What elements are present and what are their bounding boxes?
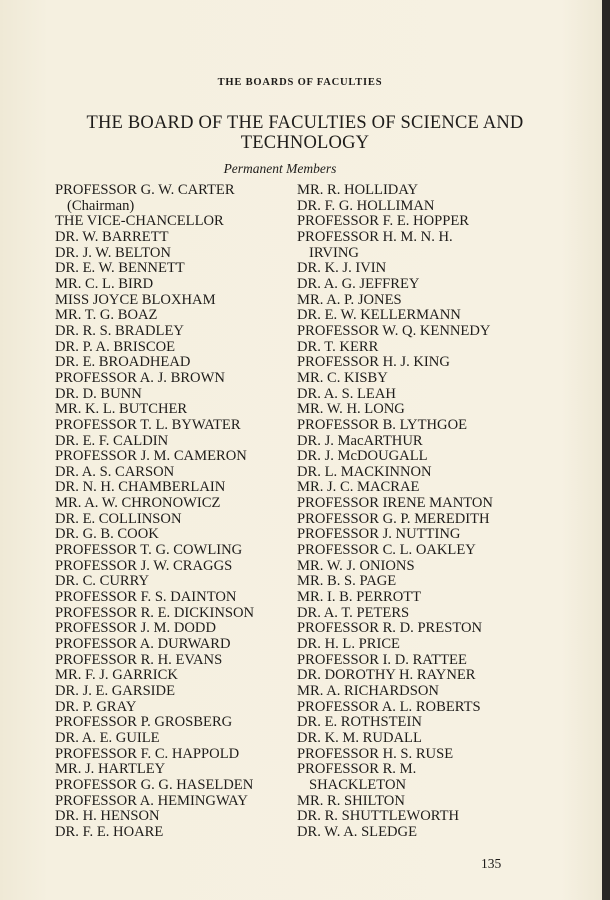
member-entry: DR. E. COLLINSON <box>55 510 182 527</box>
member-entry: MR. B. S. PAGE <box>297 573 397 590</box>
member-entry: PROFESSOR F. S. DAINTON <box>55 589 237 606</box>
member-entry: PROFESSOR H. M. N. H. <box>297 228 453 245</box>
member-entry: DR. A. G. JEFFREY <box>297 275 420 292</box>
member-entry: MISS JOYCE BLOXHAM <box>55 291 216 308</box>
page-edge-shadow <box>602 0 610 900</box>
member-entry: DR. T. KERR <box>297 338 379 355</box>
member-entry: PROFESSOR R. H. EVANS <box>55 651 223 668</box>
page-number: 135 <box>481 856 502 871</box>
member-entry: DR. C. CURRY <box>55 573 150 590</box>
member-entry: DR. E. ROTHSTEIN <box>297 714 422 731</box>
member-entry: PROFESSOR B. LYTHGOE <box>297 416 468 433</box>
member-entry: MR. T. G. BOAZ <box>55 307 158 324</box>
member-entry: PROFESSOR G. P. MEREDITH <box>297 510 490 527</box>
member-entry: PROFESSOR A. DURWARD <box>55 636 231 653</box>
member-entry: MR. K. L. BUTCHER <box>55 401 188 418</box>
member-entry: DR. W. A. SLEDGE <box>297 823 418 840</box>
member-entry: PROFESSOR A. J. BROWN <box>55 369 225 386</box>
member-entry: PROFESSOR A. HEMINGWAY <box>55 792 248 809</box>
member-entry: MR. W. J. ONIONS <box>297 557 415 574</box>
member-entry: PROFESSOR F. E. HOPPER <box>297 213 469 230</box>
member-entry: DR. W. BARRETT <box>55 228 169 245</box>
member-entry: DR. DOROTHY H. RAYNER <box>297 667 476 684</box>
member-entry: DR. H. HENSON <box>55 808 160 825</box>
member-entry: PROFESSOR W. Q. KENNEDY <box>297 322 491 339</box>
members-list-right <box>297 183 522 841</box>
member-entry: DR. P. A. BRISCOE <box>55 338 176 355</box>
member-entry: PROFESSOR J. W. CRAGGS <box>55 557 233 574</box>
member-entry: DR. J. MacARTHUR <box>297 432 423 449</box>
member-entry: MR. I. B. PERROTT <box>297 589 422 606</box>
member-entry: (Chairman) <box>67 197 135 214</box>
member-entry: SHACKLETON <box>309 776 407 793</box>
member-entry: DR. G. B. COOK <box>55 526 159 543</box>
member-entry: DR. K. M. RUDALL <box>297 729 422 746</box>
member-entry: PROFESSOR IRENE MANTON <box>297 495 493 512</box>
running-head: THE BOARDS OF FACULTIES <box>217 77 383 88</box>
member-entry: MR. A. RICHARDSON <box>297 683 439 699</box>
member-entry: PROFESSOR R. E. DICKINSON <box>55 604 255 621</box>
member-entry: MR. F. J. GARRICK <box>55 667 178 684</box>
member-entry: MR. R. SHILTON <box>297 792 405 809</box>
member-entry: PROFESSOR I. D. RATTEE <box>297 651 467 668</box>
member-entry: DR. E. W. BENNETT <box>55 260 185 277</box>
member-entry: DR. E. F. CALDIN <box>55 432 169 449</box>
member-entry: PROFESSOR T. G. COWLING <box>55 542 243 559</box>
member-entry: DR. J. McDOUGALL <box>297 448 428 465</box>
member-entry: PROFESSOR G. G. HASELDEN <box>55 776 254 793</box>
member-entry: DR. F. G. HOLLIMAN <box>297 197 435 214</box>
member-entry: DR. L. MACKINNON <box>297 463 432 480</box>
member-entry: MR. J. HARTLEY <box>55 761 166 778</box>
member-entry: DR. R. SHUTTLEWORTH <box>297 808 460 825</box>
member-entry: PROFESSOR P. GROSBERG <box>55 714 233 731</box>
member-entry: MR. A. P. JONES <box>297 291 402 308</box>
member-entry: DR. E. W. KELLERMANN <box>297 307 461 324</box>
member-entry: PROFESSOR J. M. DODD <box>55 620 216 637</box>
member-entry: DR. K. J. IVIN <box>297 260 387 277</box>
member-entry: DR. N. H. CHAMBERLAIN <box>55 479 226 496</box>
member-entry: DR. D. BUNN <box>55 385 142 402</box>
member-entry: DR. A. S. LEAH <box>297 385 396 402</box>
member-entry: DR. J. W. BELTON <box>55 244 171 261</box>
member-entry: MR. C. KISBY <box>297 369 388 386</box>
member-entry: PROFESSOR H. J. KING <box>297 354 450 371</box>
member-entry: DR. H. L. PRICE <box>297 636 400 653</box>
member-entry: DR. A. T. PETERS <box>297 604 410 621</box>
member-entry: MR. J. C. MACRAE <box>297 479 420 496</box>
member-entry: PROFESSOR R. M. <box>297 761 417 778</box>
member-entry: PROFESSOR C. L. OAKLEY <box>297 542 476 559</box>
member-entry: PROFESSOR J. M. CAMERON <box>55 448 247 465</box>
member-entry: DR. F. E. HOARE <box>55 823 164 840</box>
member-entry: MR. W. H. LONG <box>297 401 405 418</box>
member-entry: DR. J. E. GARSIDE <box>55 683 175 699</box>
member-entry: THE VICE-CHANCELLOR <box>55 213 224 230</box>
member-entry: DR. P. GRAY <box>55 698 137 715</box>
page-title: THE BOARD OF THE FACULTIES OF SCIENCE AND TECHNOLOGY <box>86 113 524 153</box>
member-entry: PROFESSOR G. W. CARTER <box>55 182 235 198</box>
member-entry: IRVING <box>309 244 359 261</box>
member-entry: PROFESSOR T. L. BYWATER <box>55 416 241 433</box>
member-entry: PROFESSOR J. NUTTING <box>297 526 461 543</box>
section-subtitle: Permanent Members <box>223 161 337 176</box>
member-entry: DR. A. S. CARSON <box>55 463 175 480</box>
member-entry: MR. C. L. BIRD <box>55 275 154 292</box>
member-entry: PROFESSOR F. C. HAPPOLD <box>55 745 240 762</box>
member-entry: PROFESSOR R. D. PRESTON <box>297 620 483 637</box>
members-list-left <box>55 183 280 841</box>
member-entry: PROFESSOR A. L. ROBERTS <box>297 698 481 715</box>
member-entry: DR. A. E. GUILE <box>55 729 160 746</box>
member-entry: PROFESSOR H. S. RUSE <box>297 745 454 762</box>
member-entry: DR. R. S. BRADLEY <box>55 322 184 339</box>
member-entry: DR. E. BROADHEAD <box>55 354 191 371</box>
member-entry: MR. A. W. CHRONOWICZ <box>55 495 221 512</box>
member-entry: MR. R. HOLLIDAY <box>297 182 419 198</box>
